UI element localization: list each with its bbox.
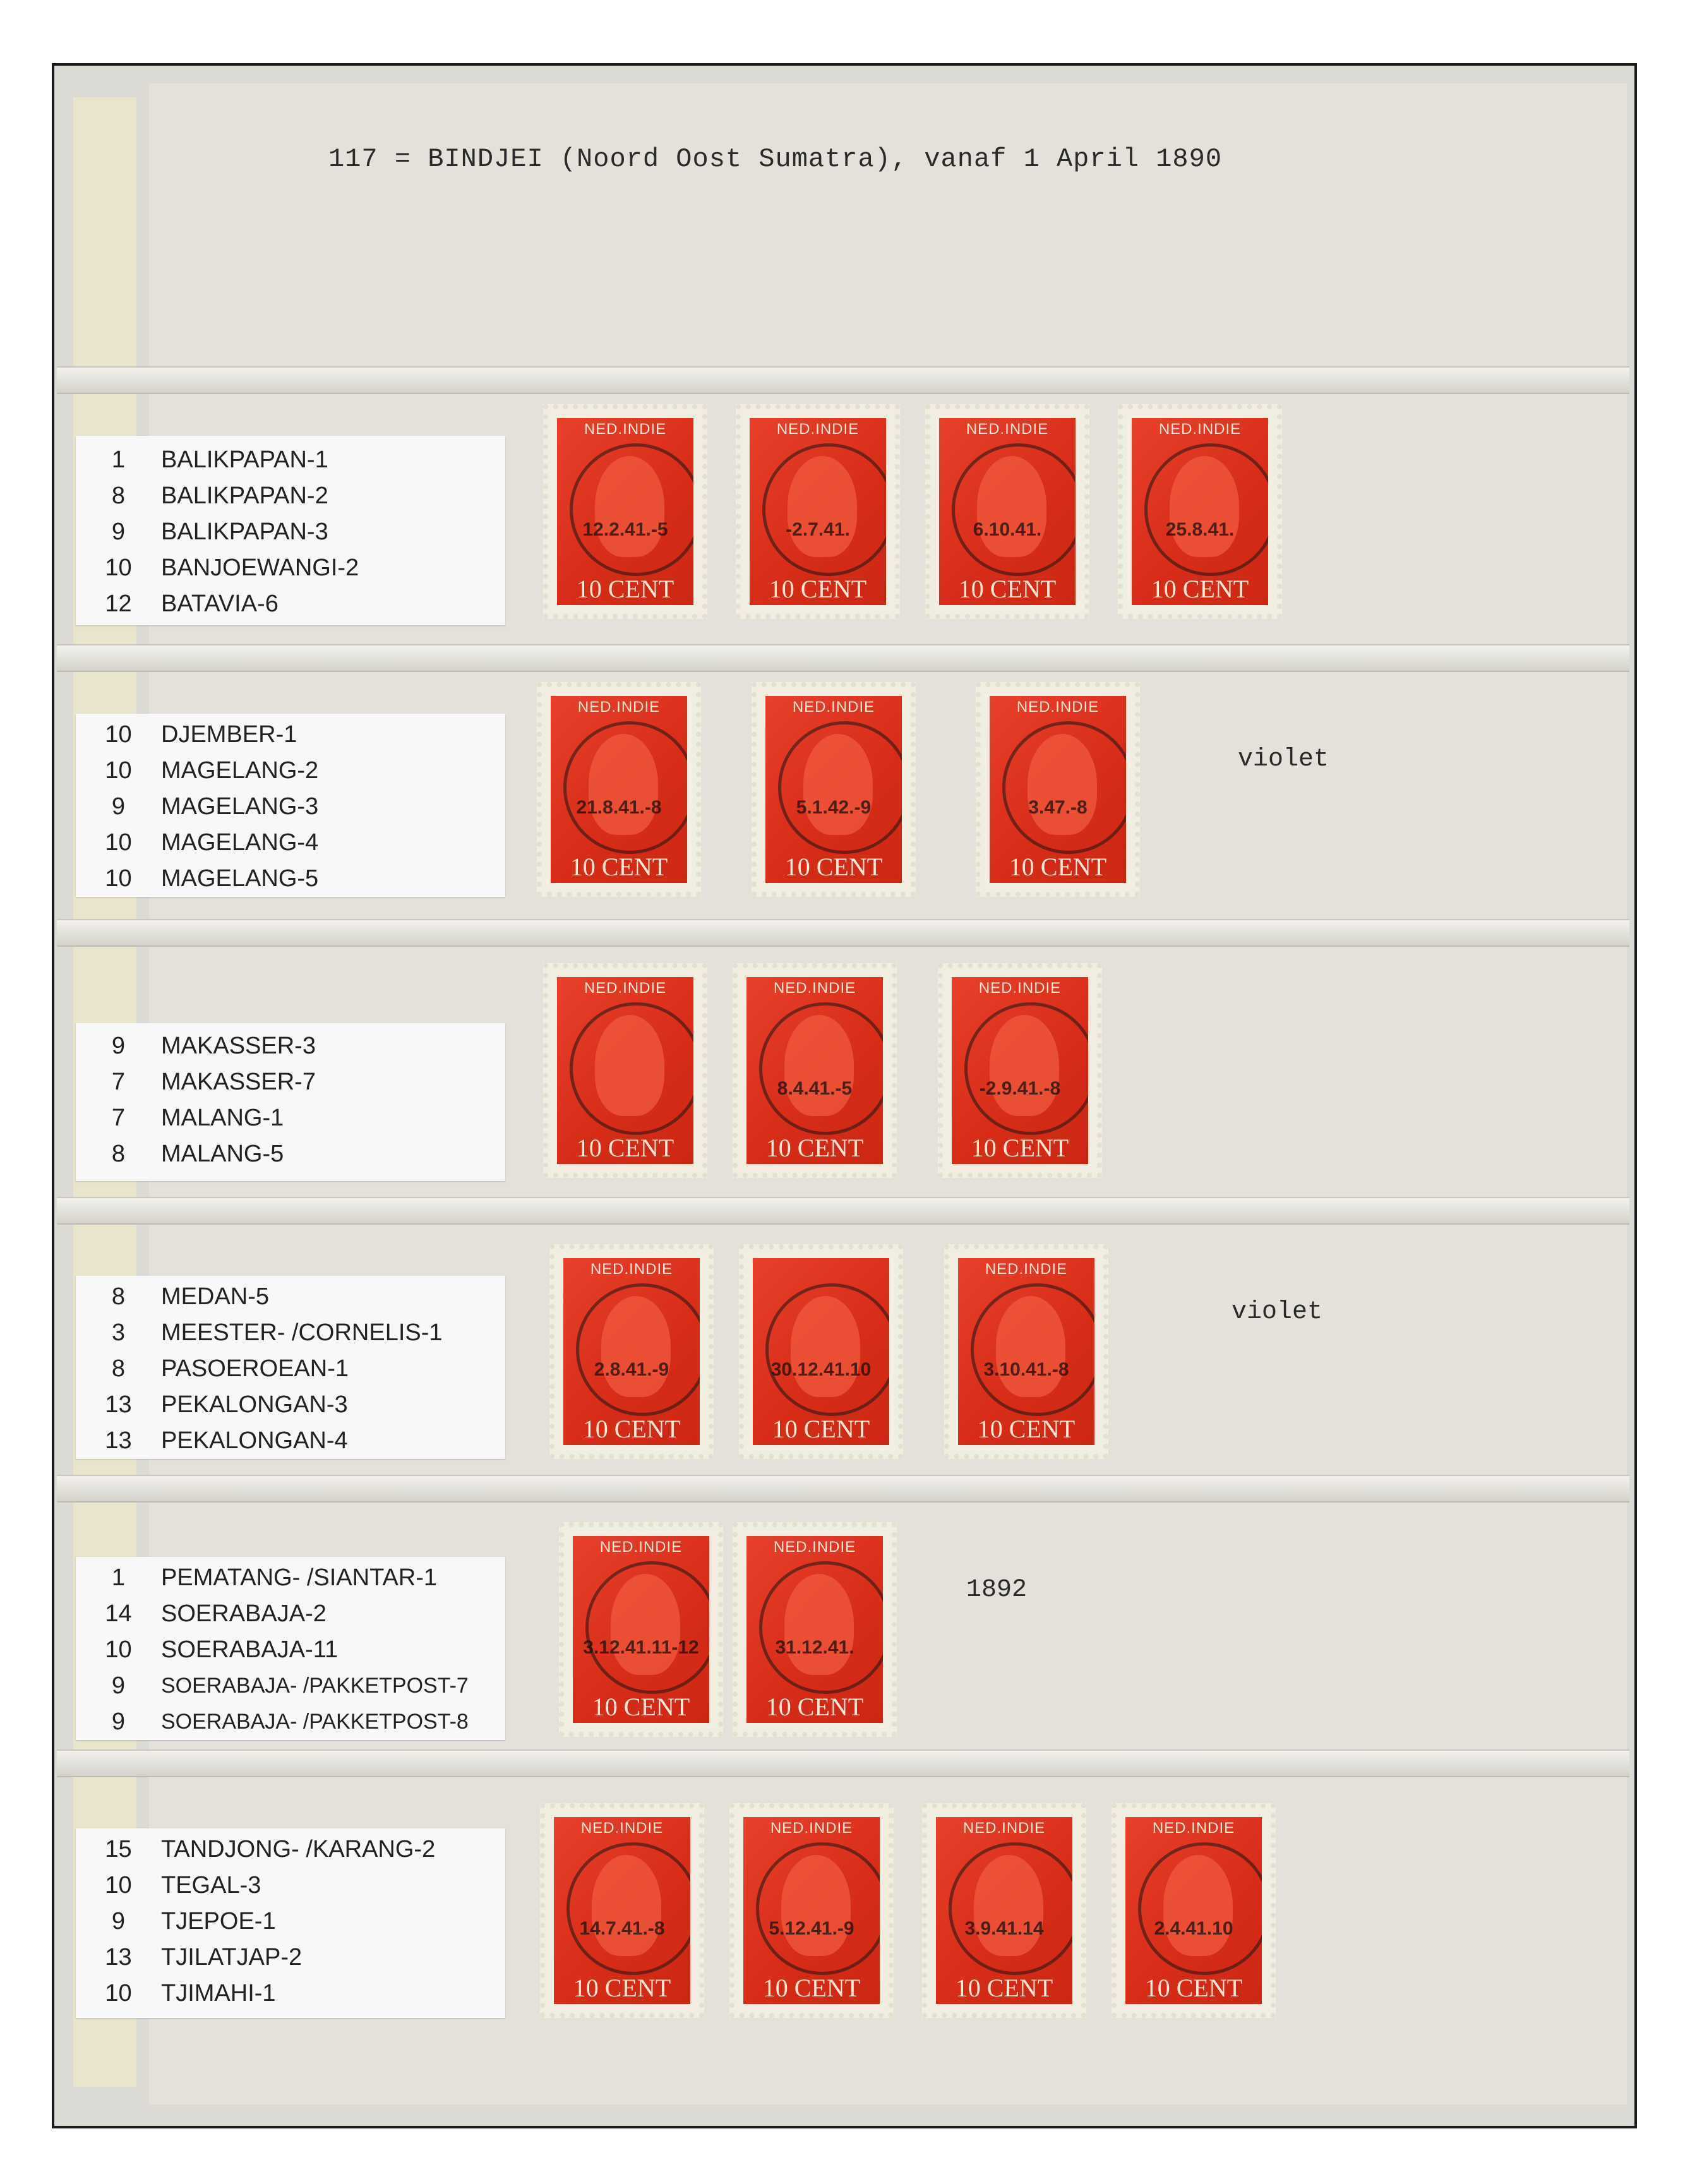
stamp-country: NED.INDIE bbox=[776, 421, 860, 438]
list-item bbox=[76, 1596, 505, 1631]
stamp-value: 10 CENT bbox=[955, 1974, 1053, 2002]
stamp-value: 10 CENT bbox=[573, 1974, 671, 2002]
postmark-icon bbox=[1144, 443, 1268, 576]
entry-name: MAGELANG-3 bbox=[161, 793, 319, 820]
label-card bbox=[76, 1828, 505, 2018]
stamp-face bbox=[551, 696, 687, 883]
stamp-face bbox=[990, 696, 1126, 883]
stamp-value: 10 CENT bbox=[576, 1134, 674, 1162]
stamp bbox=[559, 1522, 723, 1737]
stamp-face bbox=[1125, 1817, 1262, 2004]
stamp-value: 10 CENT bbox=[1009, 853, 1107, 881]
entry-number: 8 bbox=[111, 1141, 126, 1167]
list-item bbox=[76, 1315, 505, 1350]
entry-number: 8 bbox=[111, 1283, 126, 1310]
postmark-icon bbox=[566, 1842, 690, 1975]
stamp-face bbox=[1132, 418, 1268, 605]
stamp-face bbox=[753, 1258, 889, 1445]
list-item bbox=[76, 1632, 505, 1667]
entry-name: BANJOEWANGI-2 bbox=[161, 555, 359, 581]
entry-name: TJIMAHI-1 bbox=[161, 1980, 276, 2007]
stamp-face bbox=[557, 418, 693, 605]
list-item bbox=[76, 861, 505, 896]
postmark-icon bbox=[756, 1842, 880, 1975]
entry-number: 10 bbox=[105, 1872, 132, 1899]
stamp-face bbox=[936, 1817, 1072, 2004]
stamp-face bbox=[746, 977, 883, 1164]
stamp-face bbox=[573, 1536, 709, 1723]
entry-name: PEKALONGAN-3 bbox=[161, 1391, 348, 1418]
stamp-country: NED.INDIE bbox=[580, 1820, 664, 1837]
label-card bbox=[76, 436, 505, 625]
entry-number: 1 bbox=[111, 447, 126, 473]
stamp bbox=[922, 1803, 1086, 2018]
list-item bbox=[76, 1136, 505, 1172]
page-title: 117 = BINDJEI (Noord Oost Sumatra), vanaf 1 April 1890 bbox=[328, 144, 1223, 174]
entry-number: 14 bbox=[105, 1600, 132, 1627]
stamp-face bbox=[750, 418, 886, 605]
stamp-value: 10 CENT bbox=[772, 1415, 870, 1443]
stamp-value: 10 CENT bbox=[592, 1693, 690, 1721]
stamp bbox=[733, 1522, 897, 1737]
postmark-icon bbox=[949, 1842, 1072, 1975]
entry-name: BATAVIA-6 bbox=[161, 591, 279, 617]
stamp-value: 10 CENT bbox=[762, 1974, 861, 2002]
stamp-country: NED.INDIE bbox=[1158, 421, 1242, 438]
list-item bbox=[76, 550, 505, 585]
stamp-country: NED.INDIE bbox=[962, 1820, 1046, 1837]
row-note: violet bbox=[1232, 1298, 1323, 1326]
list-item bbox=[76, 1976, 505, 2011]
entry-name: SOERABAJA-2 bbox=[161, 1600, 327, 1627]
entry-name: SOERABAJA- /PAKKETPOST-7 bbox=[161, 1674, 469, 1698]
list-item bbox=[76, 1423, 505, 1458]
entry-name: MAGELANG-2 bbox=[161, 757, 319, 784]
stamp-face bbox=[765, 696, 902, 883]
entry-number: 10 bbox=[105, 865, 132, 892]
entry-number: 10 bbox=[105, 1980, 132, 2007]
stamp-face bbox=[554, 1817, 690, 2004]
entry-name: PASOEROEAN-1 bbox=[161, 1355, 349, 1382]
postmark-date: 12.2.41.-5 bbox=[582, 519, 668, 540]
postmark-date: 5.12.41.-9 bbox=[769, 1918, 854, 1939]
entry-name: MAKASSER-7 bbox=[161, 1069, 316, 1095]
entry-name: MALANG-5 bbox=[161, 1141, 284, 1167]
stamp-face bbox=[743, 1817, 880, 2004]
stamp-country: NED.INDIE bbox=[584, 421, 667, 438]
entry-number: 10 bbox=[105, 829, 132, 856]
stamp bbox=[549, 1244, 714, 1459]
stamp-face bbox=[563, 1258, 700, 1445]
entry-name: MAKASSER-3 bbox=[161, 1033, 316, 1059]
postmark-icon bbox=[570, 443, 693, 576]
entry-number: 9 bbox=[111, 519, 126, 545]
postmark-icon bbox=[759, 1002, 883, 1135]
stock-strip bbox=[57, 1749, 1629, 1777]
entry-number: 8 bbox=[111, 1355, 126, 1382]
stamp-value: 10 CENT bbox=[1144, 1974, 1243, 2002]
entry-number: 15 bbox=[105, 1836, 132, 1863]
stamp-country: NED.INDIE bbox=[792, 699, 875, 716]
postmark-date: 3.47.-8 bbox=[1028, 797, 1088, 818]
stamp-value: 10 CENT bbox=[958, 575, 1057, 603]
postmark-icon bbox=[759, 1561, 883, 1694]
stamp-value: 10 CENT bbox=[582, 1415, 681, 1443]
stamp-country: NED.INDIE bbox=[966, 421, 1049, 438]
stamp-country: NED.INDIE bbox=[584, 980, 667, 997]
list-item bbox=[76, 586, 505, 621]
stamp bbox=[944, 1244, 1108, 1459]
postmark-date: -2.7.41. bbox=[786, 519, 850, 540]
list-item bbox=[76, 717, 505, 752]
entry-name: PEKALONGAN-4 bbox=[161, 1427, 348, 1454]
stamp bbox=[925, 404, 1089, 619]
postmark-date: 5.1.42.-9 bbox=[796, 797, 872, 818]
stock-strip bbox=[57, 366, 1629, 394]
list-item bbox=[76, 514, 505, 549]
row-note: violet bbox=[1238, 745, 1329, 774]
entry-number: 10 bbox=[105, 555, 132, 581]
postmark-date: 30.12.41.10 bbox=[770, 1359, 872, 1380]
list-item bbox=[76, 1668, 505, 1703]
postmark-date: 2.8.41.-9 bbox=[594, 1359, 669, 1380]
stamp-value: 10 CENT bbox=[784, 853, 883, 881]
postmark-icon bbox=[971, 1283, 1094, 1416]
stamp-face bbox=[952, 977, 1088, 1164]
entry-number: 13 bbox=[105, 1944, 132, 1971]
entry-number: 12 bbox=[105, 591, 132, 617]
stamp-value: 10 CENT bbox=[1151, 575, 1249, 603]
postmark-icon bbox=[563, 721, 687, 854]
list-item bbox=[76, 1028, 505, 1064]
stamp-value: 10 CENT bbox=[977, 1415, 1076, 1443]
postmark-icon bbox=[576, 1283, 700, 1416]
postmark-icon bbox=[762, 443, 886, 576]
list-item bbox=[76, 1940, 505, 1975]
stamp-country: NED.INDIE bbox=[1016, 699, 1100, 716]
entry-number: 1 bbox=[111, 1564, 126, 1591]
entry-name: TJILATJAP-2 bbox=[161, 1944, 303, 1971]
postmark-date: 31.12.41. bbox=[775, 1637, 854, 1658]
entry-name: TEGAL-3 bbox=[161, 1872, 261, 1899]
label-card bbox=[76, 1023, 505, 1181]
label-card bbox=[76, 1276, 505, 1459]
list-item bbox=[76, 1279, 505, 1314]
entry-number: 9 bbox=[111, 1708, 126, 1735]
row-note: 1892 bbox=[966, 1576, 1028, 1604]
entry-number: 10 bbox=[105, 1636, 132, 1663]
entry-name: TJEPOE-1 bbox=[161, 1908, 276, 1935]
stamp bbox=[1118, 404, 1282, 619]
entry-name: SOERABAJA- /PAKKETPOST-8 bbox=[161, 1710, 469, 1734]
stock-strip bbox=[57, 919, 1629, 947]
list-item bbox=[76, 1387, 505, 1422]
stamp bbox=[1112, 1803, 1276, 2018]
stamp-country: NED.INDIE bbox=[590, 1261, 673, 1278]
entry-name: DJEMBER-1 bbox=[161, 721, 297, 748]
entry-name: SOERABAJA-11 bbox=[161, 1636, 339, 1663]
entry-number: 7 bbox=[111, 1069, 126, 1095]
postmark-date: 8.4.41.-5 bbox=[777, 1078, 853, 1099]
stamp bbox=[752, 682, 916, 897]
postmark-icon bbox=[1002, 721, 1126, 854]
list-item bbox=[76, 825, 505, 860]
entry-name: PEMATANG- /SIANTAR-1 bbox=[161, 1564, 438, 1591]
entry-number: 3 bbox=[111, 1319, 126, 1346]
entry-name: MEDAN-5 bbox=[161, 1283, 270, 1310]
list-item bbox=[76, 753, 505, 788]
stamp bbox=[736, 404, 900, 619]
stamp bbox=[540, 1803, 704, 2018]
entry-number: 7 bbox=[111, 1105, 126, 1131]
list-item bbox=[76, 478, 505, 513]
entry-number: 9 bbox=[111, 793, 126, 820]
postmark-icon bbox=[585, 1561, 709, 1694]
postmark-date: 21.8.41.-8 bbox=[576, 797, 662, 818]
stamp-value: 10 CENT bbox=[769, 575, 867, 603]
entry-name: MAGELANG-4 bbox=[161, 829, 319, 856]
stamp-face bbox=[557, 977, 693, 1164]
stamp-value: 10 CENT bbox=[576, 575, 674, 603]
stamp bbox=[543, 963, 707, 1178]
stamp-value: 10 CENT bbox=[570, 853, 668, 881]
stamp bbox=[733, 963, 897, 1178]
stamp-country: NED.INDIE bbox=[1152, 1820, 1235, 1837]
entry-number: 13 bbox=[105, 1427, 132, 1454]
entry-name: BALIKPAPAN-3 bbox=[161, 519, 328, 545]
stamp bbox=[739, 1244, 903, 1459]
entry-number: 8 bbox=[111, 483, 126, 509]
entry-number: 9 bbox=[111, 1033, 126, 1059]
postmark-icon bbox=[952, 443, 1076, 576]
postmark-date: 6.10.41. bbox=[973, 519, 1042, 540]
entry-name: TANDJONG- /KARANG-2 bbox=[161, 1836, 436, 1863]
postmark-icon bbox=[778, 721, 902, 854]
list-item bbox=[76, 1868, 505, 1903]
postmark-date: 25.8.41. bbox=[1165, 519, 1235, 540]
entry-number: 13 bbox=[105, 1391, 132, 1418]
stamp bbox=[938, 963, 1102, 1178]
stamp-face bbox=[939, 418, 1076, 605]
stock-strip bbox=[57, 1475, 1629, 1503]
stamp-country: NED.INDIE bbox=[773, 980, 856, 997]
postmark-date: 2.4.41.10 bbox=[1154, 1918, 1233, 1939]
stock-strip bbox=[57, 644, 1629, 672]
stock-strip bbox=[57, 1197, 1629, 1225]
list-item bbox=[76, 442, 505, 477]
stamp-country: NED.INDIE bbox=[577, 699, 661, 716]
entry-number: 9 bbox=[111, 1672, 126, 1699]
stamp-country: NED.INDIE bbox=[978, 980, 1062, 997]
postmark-date: 14.7.41.-8 bbox=[579, 1918, 665, 1939]
postmark-date: 3.10.41.-8 bbox=[983, 1359, 1069, 1380]
postmark-date: 3.12.41.11-12 bbox=[583, 1637, 699, 1658]
stamp bbox=[976, 682, 1140, 897]
stamp-country: NED.INDIE bbox=[599, 1539, 683, 1556]
stamp-value: 10 CENT bbox=[765, 1693, 864, 1721]
postmark-icon bbox=[964, 1002, 1088, 1135]
entry-name: MEESTER- /CORNELIS-1 bbox=[161, 1319, 443, 1346]
postmark-icon bbox=[765, 1283, 889, 1416]
postmark-date: -2.9.41.-8 bbox=[979, 1078, 1061, 1099]
stamp-value: 10 CENT bbox=[765, 1134, 864, 1162]
list-item bbox=[76, 1704, 505, 1739]
list-item bbox=[76, 1100, 505, 1136]
stamp-country: NED.INDIE bbox=[985, 1261, 1068, 1278]
list-item bbox=[76, 1351, 505, 1386]
stamp-face bbox=[746, 1536, 883, 1723]
entry-name: BALIKPAPAN-2 bbox=[161, 483, 328, 509]
postmark-icon bbox=[1138, 1842, 1262, 1975]
stamp-value: 10 CENT bbox=[971, 1134, 1069, 1162]
stamp-country: NED.INDIE bbox=[773, 1539, 856, 1556]
label-card bbox=[76, 1557, 505, 1740]
label-card bbox=[76, 714, 505, 897]
postmark-icon bbox=[570, 1002, 693, 1135]
stamp bbox=[729, 1803, 894, 2018]
entry-number: 9 bbox=[111, 1908, 126, 1935]
entry-name: MALANG-1 bbox=[161, 1105, 284, 1131]
stamp-country: NED.INDIE bbox=[770, 1820, 853, 1837]
postmark-date: 3.9.41.14 bbox=[964, 1918, 1044, 1939]
entry-name: BALIKPAPAN-1 bbox=[161, 447, 328, 473]
list-item bbox=[76, 1832, 505, 1867]
list-item bbox=[76, 1064, 505, 1100]
entry-number: 10 bbox=[105, 721, 132, 748]
stamp-face bbox=[958, 1258, 1094, 1445]
entry-name: MAGELANG-5 bbox=[161, 865, 319, 892]
entry-number: 10 bbox=[105, 757, 132, 784]
list-item bbox=[76, 1560, 505, 1595]
list-item bbox=[76, 1904, 505, 1939]
list-item bbox=[76, 789, 505, 824]
stamp bbox=[537, 682, 701, 897]
stamp bbox=[543, 404, 707, 619]
